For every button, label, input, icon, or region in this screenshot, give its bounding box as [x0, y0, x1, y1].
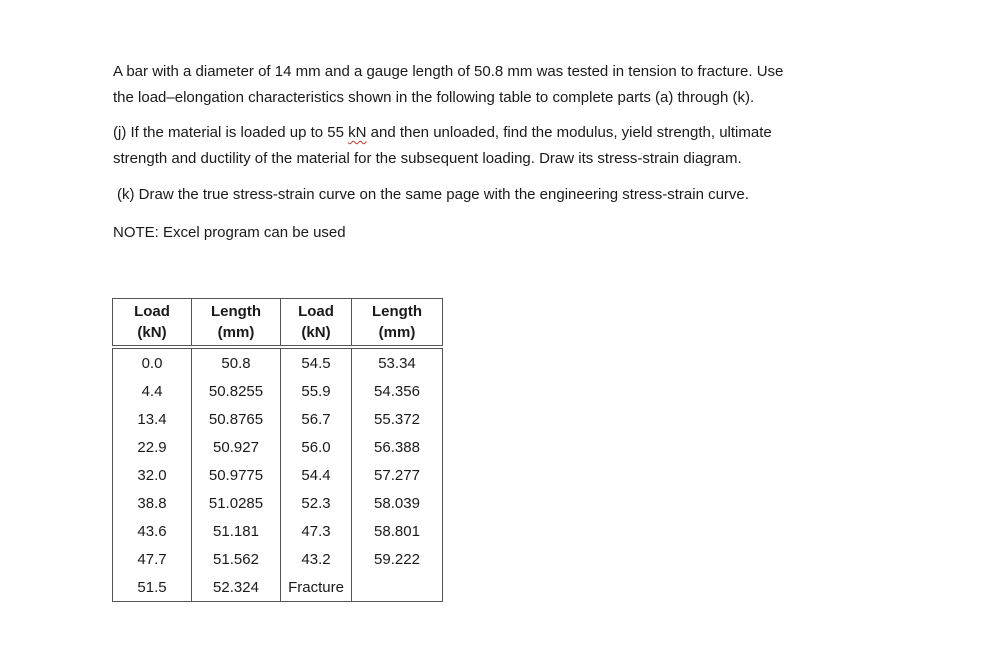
part-j-line-1 — [113, 120, 893, 146]
table-cell: 32.0 — [113, 461, 192, 489]
table-row — [113, 433, 443, 461]
table-cell: 51.0285 — [192, 489, 281, 517]
table-row — [113, 377, 443, 405]
table-cell: 51.181 — [192, 517, 281, 545]
table-cell: 54.5 — [281, 349, 352, 378]
header-length-1: Length (mm) — [192, 299, 281, 346]
part-k-line-1: (k) Draw the true stress-strain curve on the same page with the engineering stress-strain curve. — [117, 186, 749, 203]
table-cell: 4.4 — [113, 377, 192, 405]
intro-line-2: the load–elongation characteristics shown in the following table to complete parts (a) through (k). — [113, 89, 755, 106]
fracture-label: Fracture — [281, 573, 352, 602]
part-k-question — [117, 182, 897, 208]
part-j-question — [113, 120, 893, 172]
table-cell: 50.927 — [192, 433, 281, 461]
table-cell: 38.8 — [113, 489, 192, 517]
table-cell: 58.039 — [352, 489, 443, 517]
table-cell: 52.324 — [192, 573, 281, 602]
table-row — [113, 349, 443, 378]
spellcheck-word-kn: kN — [348, 124, 367, 141]
load-elongation-table — [112, 298, 443, 602]
table-cell: 53.34 — [352, 349, 443, 378]
table-cell: 50.8255 — [192, 377, 281, 405]
intro-line-1: A bar with a diameter of 14 mm and a gauge length of 50.8 mm was tested in tension to fracture. Use — [113, 63, 784, 80]
table-cell: 43.2 — [281, 545, 352, 573]
table-cell: 59.222 — [352, 545, 443, 573]
table-cell: 55.9 — [281, 377, 352, 405]
header-length-2: Length (mm) — [352, 299, 443, 346]
table-cell: 54.356 — [352, 377, 443, 405]
table-cell: 50.8765 — [192, 405, 281, 433]
header-load-2: Load (kN) — [281, 299, 352, 346]
table-cell: 22.9 — [113, 433, 192, 461]
table-row — [113, 517, 443, 545]
part-j-line-1-end: and then unloaded, find the modulus, yield strength, ultimate — [366, 124, 772, 141]
table-cell: 43.6 — [113, 517, 192, 545]
table-cell: 54.4 — [281, 461, 352, 489]
table-row — [113, 405, 443, 433]
table-cell: 56.388 — [352, 433, 443, 461]
note-line: NOTE: Excel program can be used — [113, 224, 346, 241]
table-cell: 13.4 — [113, 405, 192, 433]
table-row — [113, 461, 443, 489]
table-cell: 0.0 — [113, 349, 192, 378]
table-cell: 50.8 — [192, 349, 281, 378]
table-cell-empty — [352, 573, 443, 602]
table-row — [113, 573, 443, 602]
table-cell: 51.562 — [192, 545, 281, 573]
part-j-line-2: strength and ductility of the material for the subsequent loading. Draw its stress-strain diagram. — [113, 150, 742, 167]
table-row — [113, 545, 443, 573]
table-cell: 57.277 — [352, 461, 443, 489]
table-cell: 47.7 — [113, 545, 192, 573]
table-cell: 52.3 — [281, 489, 352, 517]
table-cell: 47.3 — [281, 517, 352, 545]
table-cell: 50.9775 — [192, 461, 281, 489]
table-cell: 58.801 — [352, 517, 443, 545]
header-load-1: Load (kN) — [113, 299, 192, 346]
problem-intro — [113, 59, 893, 111]
table-cell: 56.0 — [281, 433, 352, 461]
table-cell: 56.7 — [281, 405, 352, 433]
note — [113, 220, 893, 246]
table-cell: 51.5 — [113, 573, 192, 602]
part-j-line-1-start: (j) If the material is loaded up to 55 — [113, 124, 349, 141]
table-cell: 55.372 — [352, 405, 443, 433]
table-row — [113, 489, 443, 517]
table-header-row — [113, 299, 443, 346]
